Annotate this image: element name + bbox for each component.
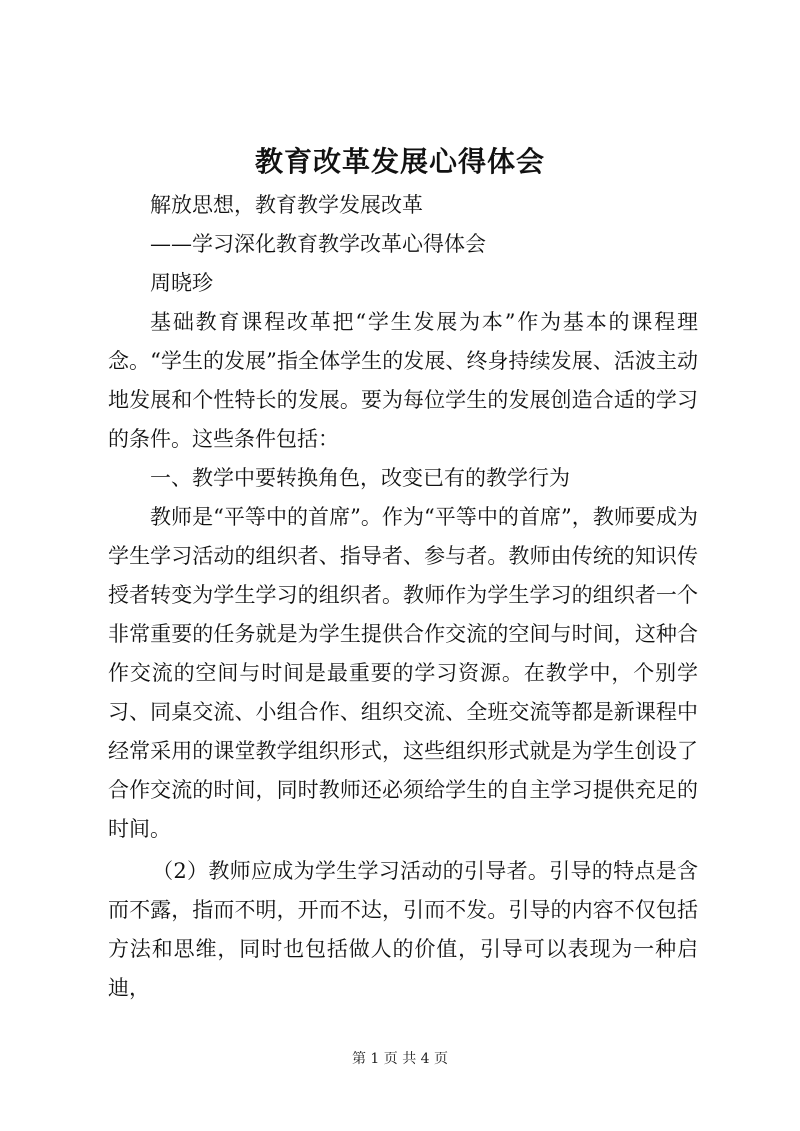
document-body bbox=[108, 186, 698, 1008]
section-heading-1: 一、教学中要转换角色，改变已有的教学行为 bbox=[150, 466, 570, 490]
document-title: 教育改革发展心得体会 bbox=[254, 145, 545, 178]
paragraph-2: 教师是“平等中的首席”。作为“平等中的首席”，教师要成为学生学习活动的组织者、指导者、参与者。教师由传统的知识传授者转变为学生学习的组织者。教师作为学生学习的组织者一个非常重要的任务就是为学生提供合作交流的空间与时间，这种合作交流的空间与时间是最重要的学习资源。在教学中，个别学习、同桌交流、小组合作、组织交流、全班交流等都是新课程中经常采用的课堂教学组织形式，这些组织形式就是为学生创设了合作交流的时间，同时教师还必须给学生的自主学习提供充足的时间。 bbox=[108, 505, 698, 841]
subtitle-line-1: 解放思想，教育教学发展改革 bbox=[150, 193, 423, 217]
paragraph-1: 基础教育课程改革把“学生发展为本”作为基本的课程理念。“学生的发展”指全体学生的发展、终身持续发展、活波主动地发展和个性特长的发展。要为每位学生的发展创造合适的学习的条件。这些条件包括： bbox=[108, 310, 698, 451]
author-name: 周晓珍 bbox=[150, 271, 213, 295]
page-number-footer: 第 1 页 共 4 页 bbox=[351, 1051, 449, 1067]
paragraph-3: （2）教师应成为学生学习活动的引导者。引导的特点是含而不露，指而不明，开而不达，引而不发。引导的内容不仅包括方法和思维，同时也包括做人的价值，引导可以表现为一种启迪， bbox=[108, 859, 698, 1000]
subtitle-line-2: ——学习深化教育教学改革心得体会 bbox=[150, 232, 486, 256]
